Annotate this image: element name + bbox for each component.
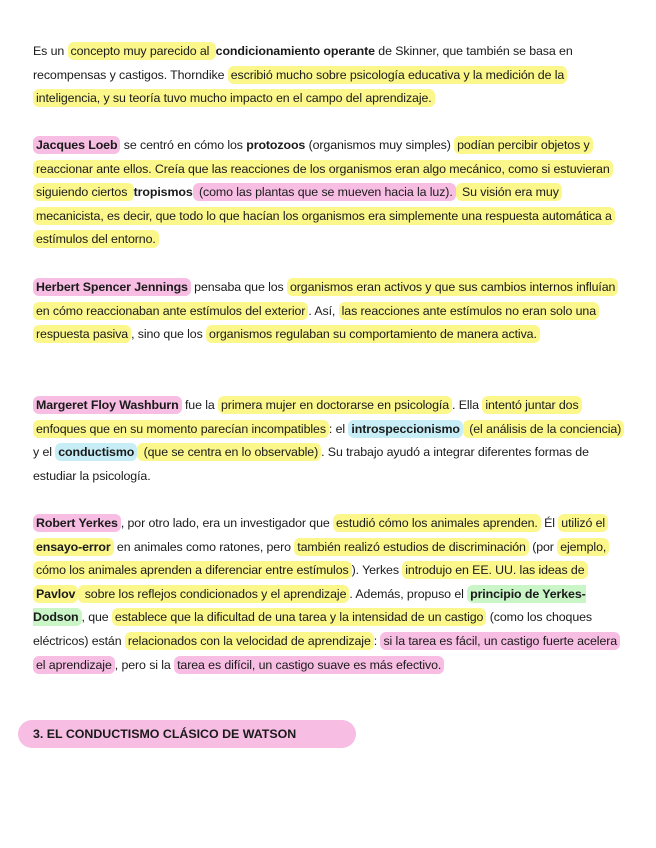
bold-term-highlight-blue: conductismo — [55, 443, 137, 461]
text: Él — [540, 516, 559, 530]
highlight-yellow: organismos regulaban su comportamiento de manera activa. — [206, 325, 540, 343]
text: , por otro lado, era un investigador que — [120, 516, 333, 530]
highlight-yellow: concepto muy parecido al — [68, 42, 216, 60]
bold-term: condicionamiento operante — [215, 44, 375, 58]
bold-name-highlight-pink: Margeret Floy Washburn — [33, 396, 182, 414]
highlight-yellow: las reacciones ante estímulos no eran solo una respuesta pasiva — [33, 302, 599, 344]
text: : — [373, 633, 381, 648]
highlight-yellow: (el análisis de la conciencia) — [463, 420, 624, 438]
highlight-yellow: podían percibir objetos y reaccionar ante ellos. Creía que las reacciones de los organismos eran algo mecánico, como si estuvieran siguiendo ciertos — [33, 136, 613, 201]
bold-term: protozoos — [246, 138, 306, 152]
highlight-yellow: establece que la dificultad de una tarea y la intensidad de un castigo — [112, 608, 486, 626]
text: . Su trabajo ayudó a integrar diferentes formas de estudiar la psicología. — [33, 445, 589, 483]
paragraph-washburn — [33, 394, 625, 488]
text: en animales como ratones, pero — [113, 539, 295, 554]
highlight-yellow: organismos eran activos y que sus cambios internos influían en cómo reaccionaban ante estímulos del exterior — [33, 278, 618, 320]
bold-term: tropismos — [133, 185, 193, 200]
bold-term-highlight-blue: introspeccionismo — [348, 420, 462, 438]
paragraph-thorndike — [33, 40, 625, 111]
text: : el — [328, 421, 349, 436]
paragraph-yerkes — [33, 512, 625, 677]
highlight-yellow: utilizó el — [558, 514, 608, 532]
highlight-yellow: relacionados con la velocidad de aprendizaje — [125, 632, 374, 650]
highlight-yellow: estudió cómo los animales aprenden. — [333, 514, 541, 532]
highlight-yellow: también realizó estudios de discriminación — [294, 538, 529, 556]
bold-name-highlight-pink: Jacques Loeb — [33, 136, 120, 154]
text: . Así, — [308, 303, 339, 318]
highlight-pink: (como las plantas que se mueven hacia la luz). — [193, 183, 456, 201]
text: de Skinner, que también se basa en recompensas y castigos. Thorndike — [33, 44, 573, 82]
paragraph-loeb — [33, 134, 625, 252]
text: pensaba que los — [190, 280, 287, 294]
bold-term-highlight-yellow: ensayo-error — [33, 538, 114, 556]
highlight-yellow: primera mujer en doctorarse en psicología — [218, 396, 452, 414]
text: (por — [528, 539, 558, 554]
text: , sino que los — [131, 327, 207, 342]
text: . Además, propuso el — [349, 586, 468, 601]
text: se centró en cómo los — [120, 138, 247, 152]
bold-term-highlight-yellow: Pavlov — [33, 585, 78, 603]
highlight-yellow: Su visión era muy mecanicista, es decir, que todo lo que hacían los organismos era simplemente una respuesta automática a estímulos del entorno. — [33, 183, 615, 248]
bold-name-highlight-pink: Herbert Spencer Jennings — [33, 278, 191, 296]
text: y el — [33, 445, 56, 460]
text: , pero si la — [114, 657, 175, 672]
text: (organismos muy simples) — [305, 138, 455, 152]
text: , que — [81, 610, 112, 625]
highlight-yellow: (que se centra en lo observable) — [137, 443, 321, 461]
highlight-yellow: introdujo en EE. UU. las ideas de — [402, 561, 587, 579]
highlight-yellow: escribió mucho sobre psicología educativa y la medición de la inteligencia, y su teoría tuvo mucho impacto en el campo del aprendizaje. — [33, 66, 567, 108]
text: . Ella — [452, 398, 483, 412]
highlight-yellow: ejemplo, cómo los animales aprenden a diferenciar entre estímulos — [33, 538, 609, 580]
highlight-yellow: intentó juntar dos enfoques que en su momento parecían incompatibles — [33, 396, 582, 438]
highlight-yellow: sobre los reflejos condicionados y el aprendizaje — [78, 585, 349, 603]
section-heading: 3. EL CONDUCTISMO CLÁSICO DE WATSON — [33, 727, 297, 741]
text: Es un — [33, 44, 68, 58]
highlight-pink: si la tarea es fácil, un castigo fuerte acelera el aprendizaje — [33, 632, 620, 674]
paragraph-jennings — [33, 276, 625, 347]
text: ). Yerkes — [351, 563, 403, 578]
highlight-pink: tarea es difícil, un castigo suave es más efectivo. — [174, 656, 444, 674]
text: (como los choques eléctricos) están — [33, 610, 592, 648]
bold-name-highlight-pink: Robert Yerkes — [33, 514, 121, 532]
bold-term-highlight-green: principio de Yerkes-Dodson — [33, 586, 586, 625]
text: fue la — [181, 398, 219, 412]
